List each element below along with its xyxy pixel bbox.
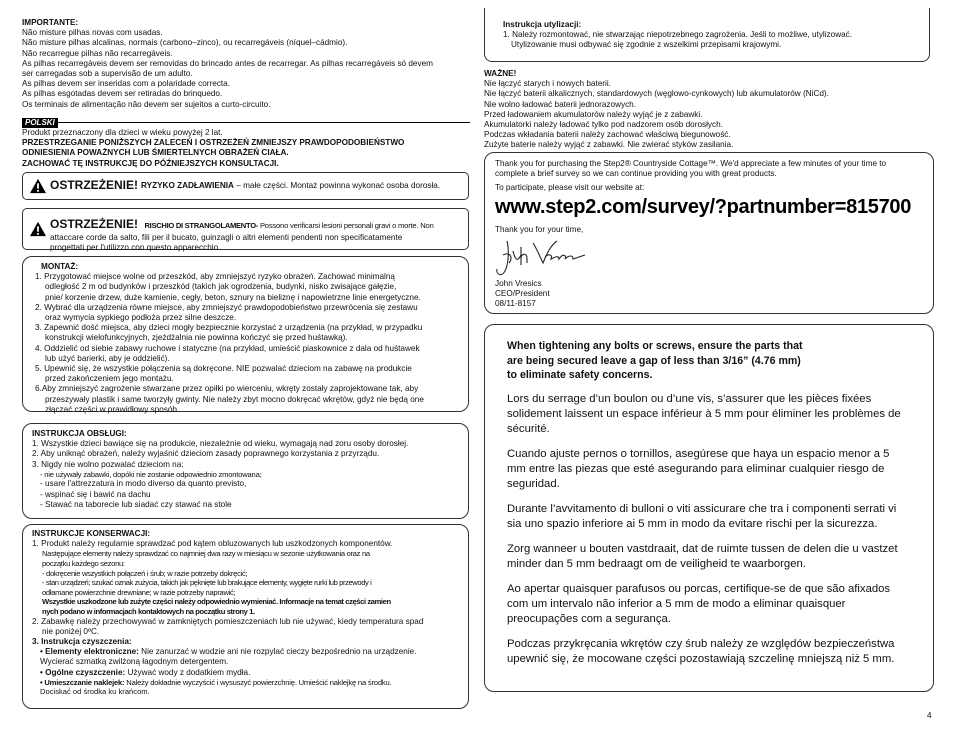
operation-line: 3. Nigdy nie wolno pozwalać dzieciom na: [32,459,184,469]
notice-it: sia uno spazio inferiore ai 5 mm in modo da evitare rischi per la sicurezza. [507,517,878,530]
disposal-box [484,8,930,62]
assembly-line: 3. Zapewnić dość miejsca, aby dzieci mogły bezpiecznie korzystać z urządzenia (na przykład, w przypadku [35,323,423,333]
maintenance-line: 2. Zabawkę należy przechowywać w zamkniętych pomieszczeniach lub nie używać, kiedy temperatura spad [32,616,424,626]
disposal-line: Utylizowanie musi odbywać się zgodnie z wszelkimi przepisami krajowymi. [511,40,782,50]
maintenance-title: INSTRUKCJE KONSERWACJI: [32,529,151,538]
operation-line: 2. Aby uniknąć obrażeń, należy wyjaśnić dzieciom zasady poprawnego korzystania z przyrządu. [32,449,380,459]
survey-box [484,152,934,314]
operation-line: - wspinać się i bawić na dachu [40,489,151,499]
maintenance-line: Wszystkie uszkodzone lub zużyte części należy odpowiednio wymieniać. Informacje na temat części zamien [42,597,391,607]
survey-intro: Thank you for purchasing the Step2® Countryside Cottage™. We'd appreciate a few minutes of your time to [495,159,887,168]
pt-line: Não misture pilhas alcalinas, normais (carbono–zinco), ou recarregáveis (níquel–cádmio). [22,38,348,48]
pl-intro-bold: ODNIESIENIA POWAŻNYCH LUB ŚMIERTELNYCH OBRAŻEŃ CIAŁA. [22,148,289,158]
pt-line: ser carregadas sob a supervisão de um adulto. [22,69,193,79]
pt-title: IMPORTANTE: [22,18,79,27]
pt-line: As pilhas recarregáveis devem ser removidas do brincado antes de recarregar. As pilhas recarregáveis só devem [22,58,433,68]
survey-thanks: Thank you for your time, [495,225,584,234]
notice-fr: solidement laissent un espace inférieur à 5 mm pour éliminer les problèmes de [507,407,901,420]
notice-es: mm entre las piezas que esté asegurando para eliminar cualquier riesgo de [507,462,885,475]
assembly-line: przed zakończeniem jego montażu. [45,374,174,384]
pl-intro-bold: ZACHOWAĆ TĘ INSTRUKCJĘ DO PÓŹNIEJSZYCH KONSULTACJI. [22,158,279,168]
operation-line: - usare l'attrezzatura in modo diverso da quanto previsto, [40,479,247,489]
assembly-line: oraz wymycia sypkiego podłoża przez silne deszcze. [45,313,237,323]
notice-es: Cuando ajuste pernos o tornillos, asegúrese que haya un espacio menor a 5 [507,447,890,460]
assembly-box [22,256,469,412]
choking-warning-box [22,172,469,200]
signer-name: John Vresics [495,279,542,288]
survey-intro: complete a brief survey so we can continue providing you with great products. [495,169,777,179]
assembly-line: 2. Wybrać dla urządzenia równe miejsce, aby zmniejszyć prawdopodobieństwo przewrócenia się zestawu [35,302,418,312]
page-number: 4 [927,711,932,720]
assembly-line: 5. Upewnić się, że wszystkie połączenia są dokręcone. NIE pozwalać dzieciom na zabawę na produkcie [35,364,412,374]
notice-fr: sécurité. [507,422,550,435]
assembly-line: złączać części w prawidłowy sposób. [45,404,180,414]
notice-en: are being secured leave a gap of less than 3/16” (4.76 mm) [507,354,801,367]
notice-pt: preocupações com a segurança. [507,612,671,625]
document-code: 08/11-8157 [495,299,536,309]
assembly-line: 1. Przygotować miejsce wolne od przeszkód, aby zmniejszyć ryzyko obrażeń. Zachować minimalną [35,272,395,282]
maintenance-line: początku każdego sezonu: [42,559,125,568]
assembly-line: lub użyć barierki, aby je oddzielić). [45,353,170,363]
disposal-title: Instrukcja utylizacji: [503,20,582,29]
battery-warning-line: Podczas wkładania baterii należy zachować właściwą biegunowość. [484,130,731,140]
battery-warning-line: Nie łączyć baterii alkalicznych, standardowych (węglowo-cynkowych) lub akumulatorów (NiCd). [484,89,829,99]
pt-line: Os terminais de alimentação não devem ser sujeitos a curto-circuito. [22,99,271,109]
pt-line: Não misture pilhas novas com usadas. [22,28,163,38]
operation-line: 1. Wszystkie dzieci bawiące się na produkcie, niezależnie od wieku, wymagają nad zoru osoby dorosłej. [32,439,409,449]
notice-nl: minder dan 5 mm bedraagt om de veiligheid te waarborgen. [507,557,806,570]
survey-participate: To participate, please visit our website at: [495,183,645,193]
maintenance-line: - stan urządzeń; szukać oznak zużycia, takich jak pęknięte lub brakujące elementy, wygięte rurki lub przewody i [42,578,372,588]
maintenance-line: odłamane powierzchnie drewniane; w razie potrzeby naprawić; [42,587,236,597]
battery-warning-pl [484,69,934,151]
maintenance-label: • Elementy elektroniczne: [40,647,139,657]
warning-text: progettati per l'utilizzo con questo apparecchio. [50,243,221,253]
maintenance-line: Należy dokładnie wyczyścić i wysuszyć powierzchnię. Umieścić naklejkę na środku. [124,677,392,687]
maintenance-line: nych podano w informacjach kontaktowych na początku strony 1. [42,606,255,616]
warning-triangle-icon [29,221,47,237]
pl-intro [22,128,472,169]
maintenance-line: Używać wody z dodatkiem mydła. [125,667,251,677]
battery-warning-title: WAŻNE! [484,69,517,78]
warning-subheading: RISCHIO DI STRANGOLAMENTO- [144,221,259,230]
pt-line: As pilhas esgotadas devem ser retiradas do brinquedo. [22,89,223,99]
maintenance-line: Następujące elementy należy sprawdzać co najmniej dwa razy w miesiącu w sezonie użytkowania oraz na [42,549,370,559]
notice-es: seguridad. [507,477,560,490]
polski-divider [22,112,470,127]
battery-warning-line: Nie łączyć starych i nowych baterii. [484,79,611,89]
notice-it: Durante l’avvitamento di bulloni o viti assicurare che tra i componenti serrati vi [507,502,897,515]
assembly-line: konstrukcji wielofunkcyjnych, zjeżdżalnia nie powinna kończyć się przed huśtawką). [45,333,348,343]
maintenance-line: Dociskać od środka ku krańcom. [40,687,150,697]
pt-line: As pilhas devem ser inseridas com a polaridade correcta. [22,79,230,89]
notice-fr: Lors du serrage d’un boulon ou d’une vis, s’assurer que les pièces fixées [507,392,872,405]
notice-pt: com um intervalo não inferior a 5 mm de modo a eliminar quaisquer [507,597,846,610]
assembly-line: przeszywały plastik i same tworzyły gwinty. Nie należy zbyt mocno dokręcać wkrętów, gdyż nie będą one [45,394,424,404]
pt-line: Não recarregue pilhas não recarregáveis. [22,48,173,58]
tightening-notice-box [484,324,934,692]
age-notice: Produkt przeznaczony dla dzieci w wieku powyżej 2 lat. [22,128,223,137]
warning-heading: OSTRZEŻENIE! [50,217,139,231]
notice-nl: Zorg wanneer u bouten vastdraait, dat de ruimte tussen de delen die u vastzet [507,542,898,555]
warning-text: attaccare corde da salto, fili per il bucato, guinzagli o altri elementi pendenti non specificatamente [50,233,403,242]
warning-triangle-icon [29,178,47,194]
battery-warning-line: Nie wolno ładować baterii jednorazowych. [484,99,637,109]
battery-warning-line: Przed ładowaniem akumulatorów należy wyjąć je z zabawki. [484,109,703,119]
maintenance-label: • Umieszczanie naklejek: [40,677,125,687]
notice-pt: Ao apertar quaisquer parafusos ou porcas, certifique-se de que são afixados [507,582,891,595]
maintenance-line: - dokręcenie wszystkich połączeń i śrub; w razie potrzeby dokręcić; [42,568,248,578]
operation-line: - nie używały zabawki, dopóki nie zostanie odpowiednio zmontowana; [40,469,262,479]
operation-box [22,423,469,519]
language-label-polski: POLSKI [22,118,58,128]
maintenance-line: 3. Instrukcja czyszczenia: [32,636,132,646]
signer-title: CEO/President [495,289,550,299]
signature-image [493,237,593,279]
maintenance-box [22,524,469,709]
notice-pl: Podczas przykręcania wkrętów czy śrub należy ze względów bezpieczeństwa [507,637,895,650]
pt-battery-section [22,18,472,110]
assembly-line: odległość 2 m od budynków i przeszkód (takich jak ogrodzenia, budynki, nisko zwisające gałęzie, [45,282,397,292]
battery-warning-line: Akumulatorki należy ładować tylko pod nadzorem osób dorosłych. [484,120,723,130]
assembly-line: pnie/ korzenie drzew, duże kamienie, cegły, beton, sznury na bieliznę i napowietrzne linie energetyczne. [45,292,421,302]
operation-title: INSTRUKCJA OBSŁUGI: [32,429,127,438]
notice-en: When tightening any bolts or screws, ensure the parts that [507,340,803,352]
maintenance-line: nie poniżej 0ºC. [42,626,100,636]
warning-subheading: RYZYKO ZADŁAWIENIA [141,181,234,190]
warning-text: – małe części. Montaż powinna wykonać osoba dorosła. [233,181,441,190]
notice-pl: upewnić się, że mocowane części pozostawiają szczelinę mniejszą niż 5 mm. [507,652,895,665]
maintenance-line: 1. Produkt należy regularnie sprawdzać pod kątem obluzowanych lub uszkodzonych komponentów. [32,539,393,549]
assembly-line: 6.Aby zmniejszyć zagrożenie stwarzane przez opiłki po wierceniu, wkręty zostały zaprojektowane tak, aby [35,384,419,394]
strangulation-warning-box [22,208,469,253]
notice-en: to eliminate safety concerns. [507,369,653,381]
operation-line: - Stawać na taborecie lub siadać czy stawać na stole [40,499,232,509]
disposal-line: 1. Należy rozmontować, nie stwarzając niepotrzebnego zagrożenia. Jeśli to możliwe, utylizować. [503,30,853,40]
survey-link[interactable]: www.step2.com/survey/?partnumber=815700 [495,196,912,218]
pl-intro-bold: PRZESTRZEGANIE PONIŻSZYCH ZALECEŃ I OSTRZEŻEŃ ZMNIEJSZY PRAWDOPODOBIEŃSTWO [22,138,405,148]
warning-heading: OSTRZEŻENIE! [50,178,139,192]
maintenance-line: Wycierać szmatką zwilżoną łagodnym detergentem. [40,657,229,667]
warning-text: Possono verificarsi lesioni personali gravi o morte. Non [258,221,434,230]
maintenance-label: • Ogólne czyszczenie: [40,667,126,677]
battery-warning-line: Zużyte baterie należy wyjąć z zabawki. Nie zwierać styków zasilania. [484,140,734,150]
assembly-title: MONTAŻ: [41,262,79,271]
assembly-line: 4. Oddzielić od siebie zabawy ruchowe i statyczne (na przykład, umieścić piaskownice z dala od huśtawek [35,343,420,353]
maintenance-line: Nie zanurzać w wodzie ani nie rozpylać cieczy bezpośrednio na urządzenie. [138,647,417,657]
